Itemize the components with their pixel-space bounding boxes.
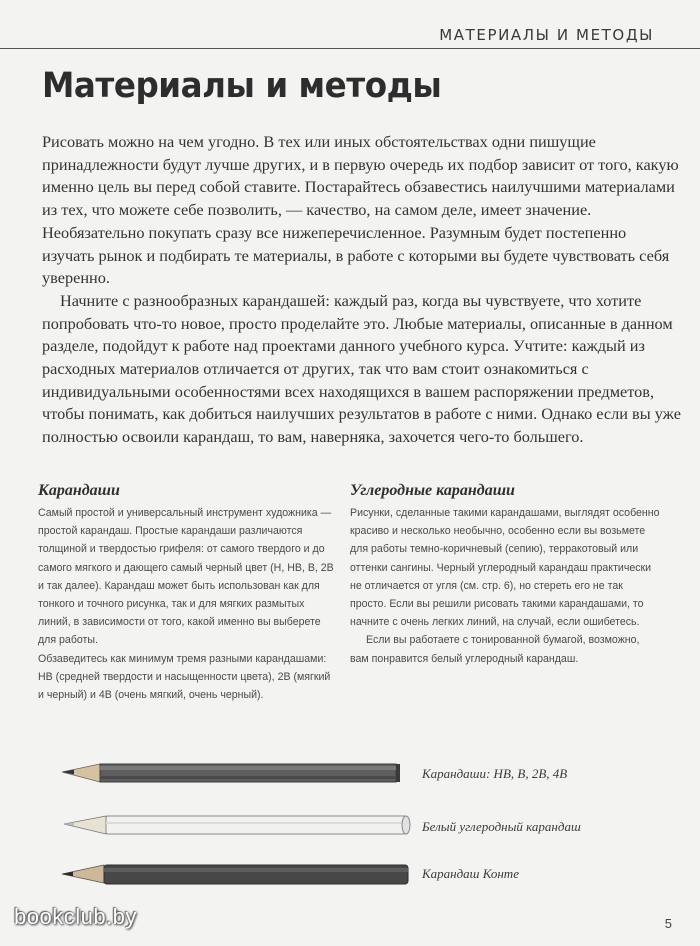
conte-pencil — [62, 865, 408, 884]
page-title: Материалы и методы — [42, 66, 442, 106]
section-label: МАТЕРИАЛЫ И МЕТОДЫ — [439, 26, 654, 44]
site-watermark: bookclub.by — [14, 904, 137, 929]
section-heading: Карандаши — [38, 482, 120, 499]
pencil-caption-graphite: Карандаши: HB, B, 2B, 4B — [422, 766, 568, 781]
pencil-caption-white: Белый углеродный карандаш — [422, 819, 581, 834]
section-paragraph: Обзаведитесь как минимум тремя разными карандашами: HB (средней твердости и насыщенности цвета), 2B (мягкий и черный) и 4B (очень мягкий, очень черный). — [38, 652, 331, 702]
white-carbon-pencil — [64, 816, 410, 834]
intro-paragraph: Начните с разнообразных карандашей: каждый раз, когда вы чувствуете, что хотите попробовать что-то новое, просто проделайте это. Любые материалы, описанные в данном разделе, подойдут к работе над проектами данного учебного курса. Учтите: каждый из расходных материалов отличается от других, так что вам стоит ознакомиться с индивидуальными особенностями всех находящихся в вашем распоряжении предметов, чтобы понимать, как добиться наилучших результатов в работе с ними. Однако если вы уже полностью освоили карандаш, то вам, наверняка, захочется чего-то большего. — [42, 290, 681, 447]
graphite-pencil — [62, 764, 400, 782]
section-pencils — [38, 480, 338, 704]
section-paragraph: Рисунки, сделанные такими карандашами, выглядят особенно красиво и несколько необычно, особенно если вы возьмете для работы темно-коричневый (сепию), терракотовый или оттенки сангины. Черный углеродный карандаш практически не отличается от угля (см. стр. 6), но стереть его не так просто. Если вы решили рисовать такими карандашами, то начните с очень легких линий, на случай, если ошибетесь. — [350, 507, 660, 629]
intro-paragraph: Рисовать можно на чем угодно. В тех или иных обстоятельствах одни пишущие принадлежности будут лучше других, и в первую очередь их подбор зависит от того, какую именно цель вы перед собой ставите. Постарайтесь обзавестись наилучшими материалами из тех, что можете себе позволить, — качество, на самом деле, имеет значение. Необязательно покупать сразу все нижеперечисленное. Разумным будет постепенно изучать рынок и подбирать те материалы, в работе с которыми вы будете чувствовать себя уверенно. — [42, 132, 679, 288]
section-paragraph: Если вы работаете с тонированной бумагой, возможно, вам понравится белый углеродный карандаш. — [350, 634, 640, 665]
section-carbon-pencils — [350, 480, 660, 668]
pencil-illustration — [60, 752, 420, 902]
page-number: 5 — [664, 916, 672, 931]
section-heading: Углеродные карандаши — [350, 482, 515, 499]
pencil-caption-conte: Карандаш Конте — [422, 866, 519, 881]
intro-text — [42, 131, 682, 449]
running-header — [0, 22, 700, 49]
section-paragraph: Самый простой и универсальный инструмент художника — простой карандаш. Простые карандаши различаются толщиной и твердостью грифеля: от самого твердого и до самого мягкого и дающего самый черный цвет (H, HB, B, 2B и так далее). Карандаш может быть использован как для тонкого и точного рисунка, так и для мягких размытых линий, в зависимости от того, какой именно вы выберете для работы. — [38, 507, 334, 647]
